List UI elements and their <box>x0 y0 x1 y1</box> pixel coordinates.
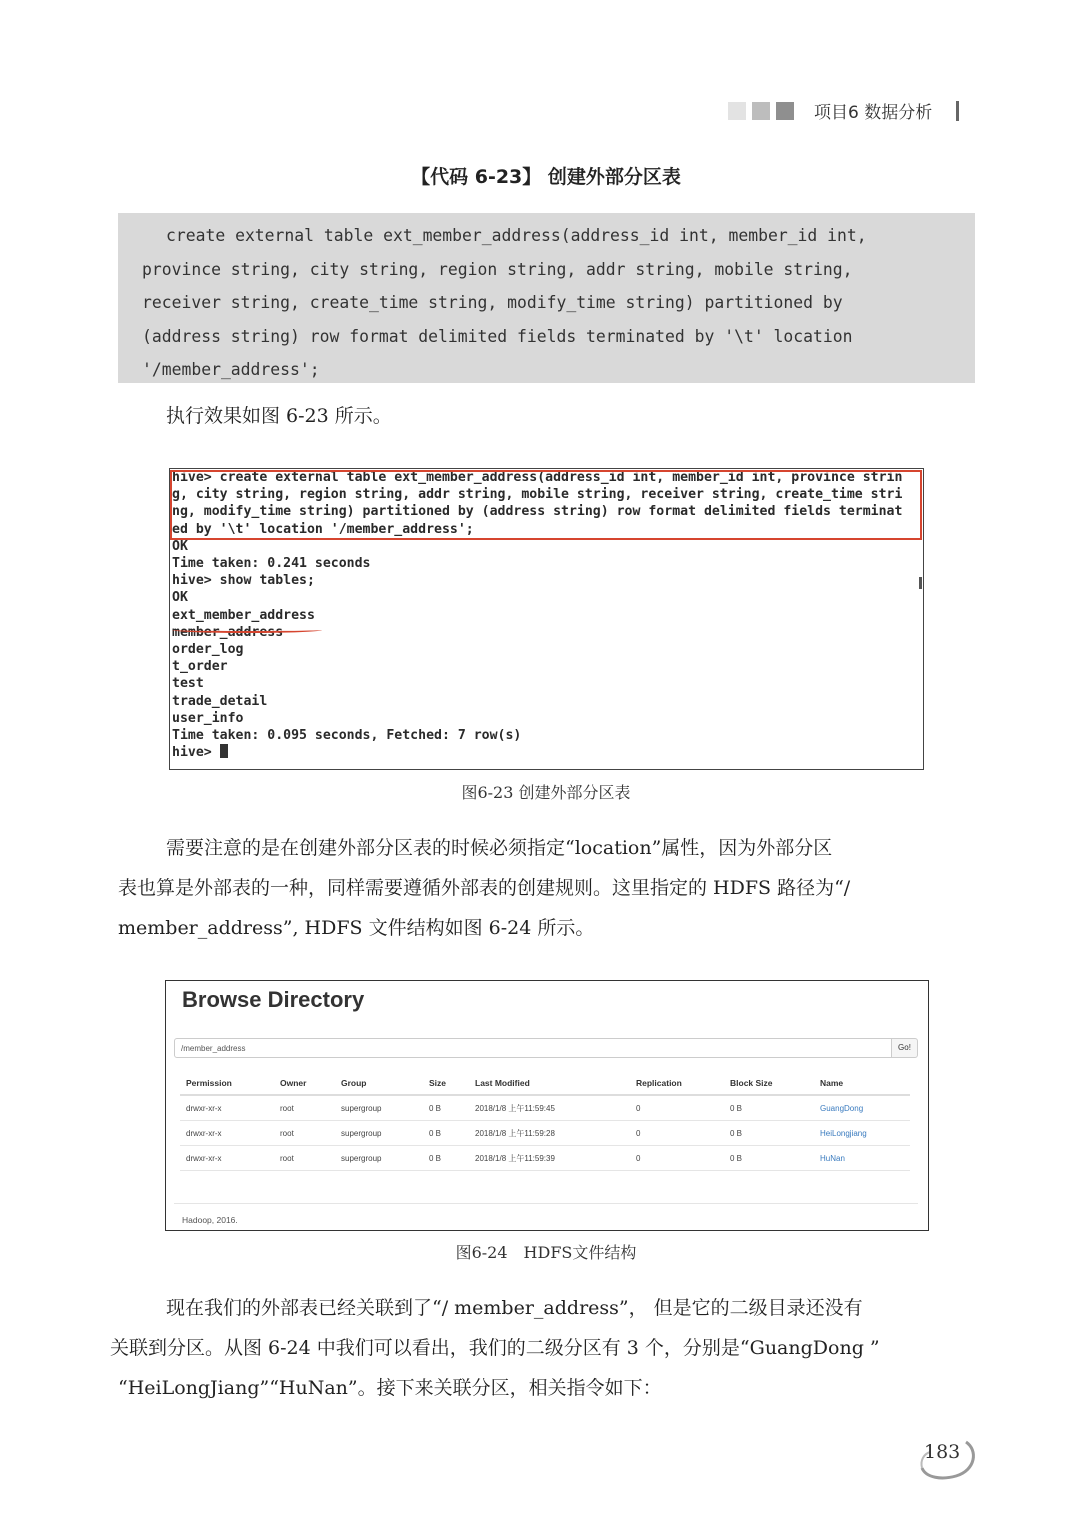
path-input[interactable]: /member_address <box>174 1038 892 1058</box>
header-bar <box>956 101 959 121</box>
header-title: 项目6 数据分析 <box>814 103 933 123</box>
column-header[interactable]: Block Size <box>724 1075 814 1095</box>
terminal-line: order_log <box>172 642 244 658</box>
block-size-cell: 0 B <box>724 1095 814 1121</box>
highlight-underline <box>172 627 322 633</box>
code-line: '/member_address'; <box>142 360 320 379</box>
terminal-line: OK <box>172 590 188 606</box>
terminal-line: ed by '\t' location '/member_address'; <box>172 521 474 537</box>
owner-cell: root <box>274 1121 335 1146</box>
terminal-line: g, city string, region string, addr string, mobile string, receiver string, create_time stri <box>172 487 903 503</box>
group-cell: supergroup <box>335 1095 423 1121</box>
table-row <box>180 1146 910 1171</box>
header-square-icon <box>728 102 746 120</box>
figure-caption: 图6-23 创建外部分区表 <box>461 783 631 802</box>
modified-cell: 2018/1/8 上午11:59:28 <box>469 1121 630 1146</box>
column-header[interactable]: Replication <box>630 1075 724 1095</box>
terminal-prompt-line <box>170 744 923 761</box>
column-header[interactable]: Name <box>814 1075 910 1095</box>
group-cell: supergroup <box>335 1146 423 1171</box>
terminal-screenshot <box>169 468 924 770</box>
terminal-line: test <box>172 676 204 692</box>
size-cell: 0 B <box>423 1146 469 1171</box>
table-row <box>180 1095 910 1121</box>
code-line: (address string) row format delimited fields terminated by '\t' location <box>142 326 853 346</box>
permission-cell: drwxr-xr-x <box>180 1121 274 1146</box>
terminal-line: member_address <box>172 624 284 640</box>
column-header[interactable]: Group <box>335 1075 423 1095</box>
size-cell: 0 B <box>423 1095 469 1121</box>
column-header[interactable]: Last Modified <box>469 1075 630 1095</box>
owner-cell: root <box>274 1146 335 1171</box>
hdfs-browser-screenshot <box>165 980 929 1231</box>
page-number: 183 <box>924 1441 961 1463</box>
code-caption: 【代码 6-23】 创建外部分区表 <box>411 166 681 188</box>
paragraph-line: 现在我们的外部表已经关联到了“/ member_address”， 但是它的二级目录还没有 <box>166 1297 863 1319</box>
running-header <box>728 98 959 123</box>
terminal-line: OK <box>172 538 188 554</box>
terminal-line: hive> show tables; <box>172 573 315 589</box>
paragraph-line: “HeiLongJiang”“HuNan”。接下来关联分区，相关指令如下： <box>118 1377 662 1399</box>
go-button[interactable]: Go! <box>891 1038 918 1058</box>
terminal-line: Time taken: 0.095 seconds, Fetched: 7 row(s) <box>172 728 522 744</box>
cursor-icon <box>220 744 228 758</box>
footer-divider <box>174 1203 918 1204</box>
permission-cell: drwxr-xr-x <box>180 1095 274 1121</box>
code-block <box>118 213 975 383</box>
replication-cell: 0 <box>630 1095 724 1121</box>
terminal-line: trade_detail <box>172 693 268 709</box>
paragraph: 执行效果如图 6-23 所示。 <box>166 405 392 427</box>
browse-footer: Hadoop, 2016. <box>182 1215 238 1225</box>
replication-cell: 0 <box>630 1121 724 1146</box>
terminal-line: ng, modify_time string) partitioned by (address string) row format delimited fields terminat <box>172 504 903 520</box>
code-line: receiver string, create_time string, modify_time string) partitioned by <box>142 293 843 312</box>
group-cell: supergroup <box>335 1121 423 1146</box>
code-line: create external table ext_member_address(address_id int, member_id int, <box>166 226 867 245</box>
modified-cell: 2018/1/8 上午11:59:45 <box>469 1095 630 1121</box>
paragraph-line: 表也算是外部表的一种，同样需要遵循外部表的创建规则。这里指定的 HDFS 路径为“/ <box>118 877 851 899</box>
owner-cell: root <box>274 1095 335 1121</box>
block-size-cell: 0 B <box>724 1146 814 1171</box>
column-header[interactable]: Size <box>423 1075 469 1095</box>
table-row <box>180 1121 910 1146</box>
header-square-icon <box>752 102 770 120</box>
directory-table <box>180 1075 910 1171</box>
block-size-cell: 0 B <box>724 1121 814 1146</box>
directory-link[interactable]: HuNan <box>814 1146 910 1171</box>
directory-link[interactable]: GuangDong <box>814 1095 910 1121</box>
browse-title: Browse Directory <box>182 987 365 1012</box>
terminal-line: hive> create external table ext_member_address(address_id int, member_id int, province strin <box>172 470 903 485</box>
modified-cell: 2018/1/8 上午11:59:39 <box>469 1146 630 1171</box>
header-square-icon <box>776 102 794 120</box>
figure-caption: 图6-24 HDFS文件结构 <box>455 1243 637 1262</box>
paragraph-line: 关联到分区。从图 6-24 中我们可以看出，我们的二级分区有 3 个，分别是“GuangDong ” <box>110 1337 880 1359</box>
terminal-line: user_info <box>172 710 244 726</box>
table-header-row <box>180 1075 910 1095</box>
terminal-line: t_order <box>172 659 228 675</box>
code-line: province string, city string, region string, addr string, mobile string, <box>142 259 853 279</box>
highlight-box <box>170 470 922 540</box>
replication-cell: 0 <box>630 1146 724 1171</box>
size-cell: 0 B <box>423 1121 469 1146</box>
paragraph-line: 需要注意的是在创建外部分区表的时候必须指定“location”属性，因为外部分区 <box>166 837 833 859</box>
terminal-prompt: hive> <box>172 745 220 761</box>
permission-cell: drwxr-xr-x <box>180 1146 274 1171</box>
directory-link[interactable]: HeiLongjiang <box>814 1121 910 1146</box>
paragraph-line: member_address”, HDFS 文件结构如图 6-24 所示。 <box>118 917 595 939</box>
column-header[interactable]: Owner <box>274 1075 335 1095</box>
terminal-line: ext_member_address <box>172 607 315 623</box>
terminal-line: Time taken: 0.241 seconds <box>172 556 371 572</box>
scrollbar-mark <box>919 577 922 589</box>
column-header[interactable]: Permission <box>180 1075 274 1095</box>
